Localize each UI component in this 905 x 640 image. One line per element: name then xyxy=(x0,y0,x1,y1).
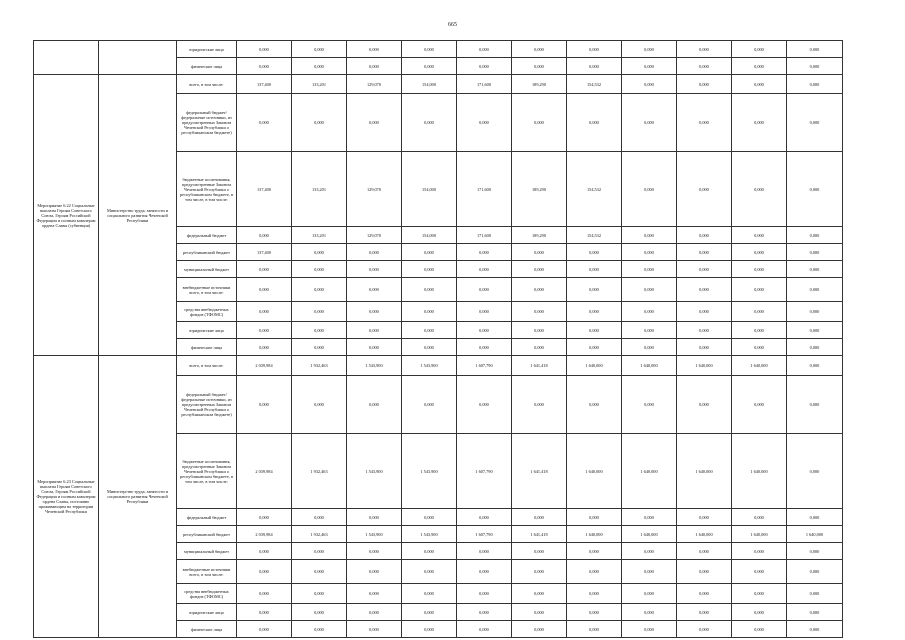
value-cell: 1 640,000 xyxy=(567,526,622,543)
value-cell: 0,000 xyxy=(787,75,843,94)
value-cell: 0,000 xyxy=(732,227,787,244)
value-cell: 0,000 xyxy=(292,584,347,604)
value-cell: 0,000 xyxy=(622,261,677,278)
value-cell: 0,000 xyxy=(677,584,732,604)
value-cell: 1 932,463 xyxy=(292,526,347,543)
value-cell: 0,000 xyxy=(567,584,622,604)
value-cell: 0,000 xyxy=(402,584,457,604)
value-cell: 129,070 xyxy=(347,227,402,244)
value-cell: 0,000 xyxy=(787,152,843,227)
value-cell: 0,000 xyxy=(567,560,622,584)
value-cell: 0,000 xyxy=(292,302,347,322)
value-cell: 1 640,000 xyxy=(622,356,677,376)
value-cell: 0,000 xyxy=(567,302,622,322)
value-cell: 154,532 xyxy=(567,227,622,244)
value-cell: 154,000 xyxy=(402,75,457,94)
value-cell: 1 640,000 xyxy=(787,526,843,543)
value-cell: 0,000 xyxy=(512,302,567,322)
value-cell: 0,000 xyxy=(732,278,787,302)
value-cell: 0,000 xyxy=(347,58,402,75)
value-cell: 2 039,984 xyxy=(237,356,292,376)
value-cell: 0,000 xyxy=(402,560,457,584)
value-cell: 0,000 xyxy=(622,604,677,621)
funding-source-cell: юридические лица xyxy=(177,604,237,621)
value-cell: 0,000 xyxy=(292,339,347,356)
value-cell: 0,000 xyxy=(237,41,292,58)
value-cell: 0,000 xyxy=(237,621,292,638)
value-cell: 133,201 xyxy=(292,227,347,244)
value-cell: 0,000 xyxy=(237,339,292,356)
funding-source-cell: юридические лица xyxy=(177,41,237,58)
value-cell: 0,000 xyxy=(567,58,622,75)
value-cell: 171,600 xyxy=(457,75,512,94)
value-cell: 0,000 xyxy=(457,376,512,434)
value-cell: 0,000 xyxy=(732,543,787,560)
value-cell: 0,000 xyxy=(237,278,292,302)
value-cell: 0,000 xyxy=(292,621,347,638)
value-cell: 1 543,900 xyxy=(402,434,457,509)
value-cell: 0,000 xyxy=(622,543,677,560)
value-cell: 0,000 xyxy=(292,543,347,560)
executor-cell: Министерство труда, занятости и социального развития Чеченской Республики xyxy=(99,75,177,356)
value-cell: 0,000 xyxy=(622,339,677,356)
value-cell: 0,000 xyxy=(402,339,457,356)
value-cell: 0,000 xyxy=(347,604,402,621)
funding-source-cell: федеральный бюджет/федеральные источники, из предусмотренных Законом Чеченской Республики о республиканском бюджете) xyxy=(177,94,237,152)
value-cell: 0,000 xyxy=(512,261,567,278)
value-cell: 0,000 xyxy=(347,41,402,58)
value-cell: 0,000 xyxy=(292,261,347,278)
value-cell: 0,000 xyxy=(512,278,567,302)
value-cell: 0,000 xyxy=(512,339,567,356)
value-cell: 0,000 xyxy=(347,278,402,302)
value-cell: 0,000 xyxy=(787,356,843,376)
value-cell: 0,000 xyxy=(512,560,567,584)
value-cell: 1 640,000 xyxy=(622,526,677,543)
value-cell: 1 640,000 xyxy=(732,356,787,376)
value-cell: 0,000 xyxy=(292,560,347,584)
event-name-cell: Мероприятие 6.23 Социальные выплаты Героям Советского Союза, Героям Российской Федерации и полным кавалерам ордена Славы, постоянно проживающим на территории Чеченской Республики xyxy=(34,356,99,638)
funding-source-cell: республиканский бюджет xyxy=(177,244,237,261)
value-cell: 0,000 xyxy=(622,278,677,302)
value-cell: 0,000 xyxy=(567,94,622,152)
value-cell: 0,000 xyxy=(402,244,457,261)
value-cell: 0,000 xyxy=(402,322,457,339)
value-cell: 0,000 xyxy=(237,261,292,278)
funding-source-cell: физические лица xyxy=(177,339,237,356)
value-cell: 0,000 xyxy=(457,58,512,75)
value-cell: 0,000 xyxy=(237,509,292,526)
value-cell: 0,000 xyxy=(622,152,677,227)
value-cell: 129,070 xyxy=(347,75,402,94)
value-cell: 0,000 xyxy=(512,376,567,434)
value-cell: 0,000 xyxy=(237,302,292,322)
value-cell: 1 543,900 xyxy=(347,356,402,376)
funding-source-cell: физические лица xyxy=(177,621,237,638)
value-cell: 0,000 xyxy=(787,584,843,604)
value-cell: 0,000 xyxy=(677,227,732,244)
value-cell: 0,000 xyxy=(457,278,512,302)
value-cell: 0,000 xyxy=(292,376,347,434)
value-cell: 0,000 xyxy=(787,261,843,278)
value-cell: 0,000 xyxy=(237,227,292,244)
table-row xyxy=(34,41,843,58)
value-cell: 0,000 xyxy=(567,543,622,560)
value-cell: 0,000 xyxy=(292,604,347,621)
value-cell: 0,000 xyxy=(512,41,567,58)
value-cell: 1 640,000 xyxy=(732,434,787,509)
value-cell: 0,000 xyxy=(677,94,732,152)
value-cell: 1 640,000 xyxy=(567,356,622,376)
value-cell: 0,000 xyxy=(457,560,512,584)
value-cell: 0,000 xyxy=(732,41,787,58)
value-cell: 0,000 xyxy=(732,376,787,434)
value-cell: 0,000 xyxy=(347,376,402,434)
value-cell: 1 640,000 xyxy=(622,434,677,509)
value-cell: 0,000 xyxy=(237,58,292,75)
value-cell: 0,000 xyxy=(732,261,787,278)
value-cell: 0,000 xyxy=(787,434,843,509)
value-cell: 2 039,984 xyxy=(237,526,292,543)
value-cell: 0,000 xyxy=(732,584,787,604)
value-cell: 0,000 xyxy=(567,322,622,339)
value-cell: 0,000 xyxy=(732,152,787,227)
value-cell: 0,000 xyxy=(622,376,677,434)
value-cell: 1 640,000 xyxy=(567,434,622,509)
value-cell: 0,000 xyxy=(787,58,843,75)
value-cell: 0,000 xyxy=(677,560,732,584)
value-cell: 0,000 xyxy=(402,261,457,278)
value-cell: 0,000 xyxy=(787,604,843,621)
funding-source-cell: всего, в том числе: xyxy=(177,356,237,376)
value-cell: 154,000 xyxy=(402,152,457,227)
value-cell: 0,000 xyxy=(732,58,787,75)
value-cell: 0,000 xyxy=(512,58,567,75)
value-cell: 0,000 xyxy=(292,244,347,261)
value-cell: 0,000 xyxy=(347,339,402,356)
value-cell: 0,000 xyxy=(457,584,512,604)
value-cell: 0,000 xyxy=(457,244,512,261)
page-number: 665 xyxy=(448,22,457,28)
value-cell: 1 640,000 xyxy=(677,356,732,376)
value-cell: 0,000 xyxy=(457,41,512,58)
value-cell: 189,290 xyxy=(512,227,567,244)
value-cell: 0,000 xyxy=(402,604,457,621)
event-name-cell: Мероприятие 6.22 Социальные выплаты Героям Советского Союза, Героям Российской Федерации и полным кавалерам ордена Славы (субвенция) xyxy=(34,75,99,356)
executor-cell: Министерство труда, занятости и социального развития Чеченской Республики xyxy=(99,356,177,638)
value-cell: 1 607,790 xyxy=(457,526,512,543)
value-cell: 1 543,900 xyxy=(347,434,402,509)
table-body xyxy=(34,41,843,638)
value-cell: 0,000 xyxy=(402,278,457,302)
funding-source-cell: федеральный бюджет/федеральные источники, из предусмотренных Законом Чеченской Республики о республиканском бюджете) xyxy=(177,376,237,434)
value-cell: 1 641,418 xyxy=(512,434,567,509)
value-cell: 0,000 xyxy=(787,227,843,244)
value-cell: 0,000 xyxy=(402,94,457,152)
value-cell: 1 607,790 xyxy=(457,434,512,509)
value-cell: 0,000 xyxy=(787,621,843,638)
value-cell: 137,400 xyxy=(237,152,292,227)
value-cell: 1 543,900 xyxy=(347,526,402,543)
value-cell: 0,000 xyxy=(677,41,732,58)
value-cell: 0,000 xyxy=(787,244,843,261)
value-cell: 0,000 xyxy=(237,94,292,152)
funding-source-cell: физические лица xyxy=(177,58,237,75)
value-cell: 0,000 xyxy=(622,227,677,244)
table-row xyxy=(34,75,843,94)
value-cell: 1 641,418 xyxy=(512,356,567,376)
value-cell: 0,000 xyxy=(677,339,732,356)
value-cell: 1 543,900 xyxy=(402,526,457,543)
funding-source-cell: бюджетные ассигнования, предусмотренные Законом Чеченской Республики о республиканском бюджете, в том числе, в том числе: xyxy=(177,434,237,509)
value-cell: 0,000 xyxy=(677,322,732,339)
value-cell: 1 640,000 xyxy=(732,526,787,543)
value-cell: 0,000 xyxy=(347,560,402,584)
value-cell: 0,000 xyxy=(402,41,457,58)
value-cell: 0,000 xyxy=(677,302,732,322)
value-cell: 0,000 xyxy=(677,376,732,434)
value-cell: 0,000 xyxy=(622,322,677,339)
value-cell: 0,000 xyxy=(402,58,457,75)
value-cell: 0,000 xyxy=(292,94,347,152)
value-cell: 0,000 xyxy=(677,621,732,638)
value-cell: 0,000 xyxy=(732,322,787,339)
value-cell: 0,000 xyxy=(237,604,292,621)
funding-source-cell: республиканский бюджет xyxy=(177,526,237,543)
value-cell: 0,000 xyxy=(677,75,732,94)
value-cell: 0,000 xyxy=(347,261,402,278)
value-cell: 0,000 xyxy=(292,322,347,339)
value-cell: 0,000 xyxy=(787,339,843,356)
table-row xyxy=(34,356,843,376)
value-cell: 0,000 xyxy=(677,509,732,526)
value-cell: 0,000 xyxy=(402,302,457,322)
value-cell: 0,000 xyxy=(787,509,843,526)
funding-source-cell: внебюджетные источники всего, в том числе: xyxy=(177,560,237,584)
executor-cell-continued xyxy=(99,41,177,75)
value-cell: 0,000 xyxy=(677,278,732,302)
funding-source-cell: бюджетные ассигнования, предусмотренные Законом Чеченской Республики о республиканском бюджете, в том числе, в том числе: xyxy=(177,152,237,227)
value-cell: 0,000 xyxy=(787,278,843,302)
value-cell: 0,000 xyxy=(567,376,622,434)
funding-source-cell: муниципальный бюджет xyxy=(177,261,237,278)
value-cell: 0,000 xyxy=(457,94,512,152)
value-cell: 0,000 xyxy=(622,560,677,584)
value-cell: 2 039,984 xyxy=(237,434,292,509)
funding-source-cell: муниципальный бюджет xyxy=(177,543,237,560)
value-cell: 0,000 xyxy=(457,322,512,339)
value-cell: 1 640,000 xyxy=(677,434,732,509)
value-cell: 1 543,900 xyxy=(402,356,457,376)
value-cell: 0,000 xyxy=(677,58,732,75)
value-cell: 0,000 xyxy=(237,543,292,560)
value-cell: 0,000 xyxy=(292,278,347,302)
value-cell: 0,000 xyxy=(732,302,787,322)
value-cell: 137,400 xyxy=(237,244,292,261)
value-cell: 0,000 xyxy=(622,244,677,261)
value-cell: 171,600 xyxy=(457,227,512,244)
value-cell: 0,000 xyxy=(732,509,787,526)
value-cell: 0,000 xyxy=(237,560,292,584)
value-cell: 0,000 xyxy=(622,621,677,638)
value-cell: 0,000 xyxy=(677,261,732,278)
value-cell: 0,000 xyxy=(237,376,292,434)
value-cell: 0,000 xyxy=(237,322,292,339)
value-cell: 0,000 xyxy=(567,261,622,278)
value-cell: 0,000 xyxy=(512,322,567,339)
value-cell: 0,000 xyxy=(402,543,457,560)
value-cell: 189,290 xyxy=(512,75,567,94)
value-cell: 0,000 xyxy=(402,376,457,434)
value-cell: 154,532 xyxy=(567,75,622,94)
value-cell: 0,000 xyxy=(732,94,787,152)
value-cell: 0,000 xyxy=(732,604,787,621)
funding-source-cell: федеральный бюджет xyxy=(177,227,237,244)
value-cell: 1 932,463 xyxy=(292,434,347,509)
value-cell: 0,000 xyxy=(732,621,787,638)
value-cell: 0,000 xyxy=(347,621,402,638)
funding-source-cell: внебюджетные источники всего, в том числе: xyxy=(177,278,237,302)
value-cell: 154,532 xyxy=(567,152,622,227)
funding-source-cell: юридические лица xyxy=(177,322,237,339)
value-cell: 0,000 xyxy=(402,621,457,638)
value-cell: 0,000 xyxy=(732,339,787,356)
value-cell: 0,000 xyxy=(567,509,622,526)
value-cell: 0,000 xyxy=(512,94,567,152)
value-cell: 0,000 xyxy=(347,509,402,526)
value-cell: 0,000 xyxy=(402,509,457,526)
value-cell: 1 607,790 xyxy=(457,356,512,376)
value-cell: 0,000 xyxy=(292,41,347,58)
value-cell: 0,000 xyxy=(567,41,622,58)
value-cell: 1 640,000 xyxy=(677,526,732,543)
value-cell: 0,000 xyxy=(732,560,787,584)
value-cell: 0,000 xyxy=(677,604,732,621)
value-cell: 0,000 xyxy=(677,244,732,261)
value-cell: 0,000 xyxy=(787,322,843,339)
funding-source-cell: средства внебюджетных фондов (ТФОМС) xyxy=(177,302,237,322)
value-cell: 0,000 xyxy=(347,302,402,322)
value-cell: 0,000 xyxy=(732,75,787,94)
value-cell: 0,000 xyxy=(457,509,512,526)
value-cell: 0,000 xyxy=(677,152,732,227)
value-cell: 0,000 xyxy=(677,543,732,560)
value-cell: 0,000 xyxy=(567,621,622,638)
value-cell: 154,000 xyxy=(402,227,457,244)
value-cell: 0,000 xyxy=(457,339,512,356)
value-cell: 0,000 xyxy=(622,584,677,604)
value-cell: 0,000 xyxy=(237,584,292,604)
event-cell-continued xyxy=(34,41,99,75)
value-cell: 0,000 xyxy=(787,560,843,584)
value-cell: 0,000 xyxy=(347,584,402,604)
value-cell: 0,000 xyxy=(457,302,512,322)
value-cell: 0,000 xyxy=(347,322,402,339)
value-cell: 0,000 xyxy=(622,302,677,322)
funding-source-cell: средства внебюджетных фондов (ТФОМС) xyxy=(177,584,237,604)
value-cell: 133,201 xyxy=(292,75,347,94)
value-cell: 0,000 xyxy=(292,58,347,75)
value-cell: 0,000 xyxy=(787,94,843,152)
value-cell: 0,000 xyxy=(347,244,402,261)
value-cell: 0,000 xyxy=(292,509,347,526)
value-cell: 0,000 xyxy=(622,94,677,152)
value-cell: 0,000 xyxy=(732,244,787,261)
value-cell: 0,000 xyxy=(622,75,677,94)
value-cell: 0,000 xyxy=(567,244,622,261)
value-cell: 0,000 xyxy=(622,58,677,75)
value-cell: 0,000 xyxy=(567,339,622,356)
value-cell: 0,000 xyxy=(457,604,512,621)
funding-source-cell: федеральный бюджет xyxy=(177,509,237,526)
value-cell: 0,000 xyxy=(567,278,622,302)
value-cell: 0,000 xyxy=(567,604,622,621)
funding-source-cell: всего, в том числе: xyxy=(177,75,237,94)
value-cell: 189,290 xyxy=(512,152,567,227)
budget-table xyxy=(33,40,843,638)
value-cell: 0,000 xyxy=(512,621,567,638)
value-cell: 0,000 xyxy=(512,604,567,621)
value-cell: 171,600 xyxy=(457,152,512,227)
value-cell: 0,000 xyxy=(787,41,843,58)
value-cell: 1 932,463 xyxy=(292,356,347,376)
value-cell: 133,201 xyxy=(292,152,347,227)
value-cell: 0,000 xyxy=(512,584,567,604)
value-cell: 0,000 xyxy=(457,621,512,638)
value-cell: 137,400 xyxy=(237,75,292,94)
value-cell: 0,000 xyxy=(347,543,402,560)
value-cell: 0,000 xyxy=(457,543,512,560)
value-cell: 0,000 xyxy=(512,244,567,261)
value-cell: 1 641,418 xyxy=(512,526,567,543)
value-cell: 0,000 xyxy=(787,543,843,560)
value-cell: 0,000 xyxy=(622,509,677,526)
value-cell: 0,000 xyxy=(787,376,843,434)
value-cell: 129,070 xyxy=(347,152,402,227)
value-cell: 0,000 xyxy=(787,302,843,322)
value-cell: 0,000 xyxy=(347,94,402,152)
value-cell: 0,000 xyxy=(512,509,567,526)
value-cell: 0,000 xyxy=(512,543,567,560)
value-cell: 0,000 xyxy=(457,261,512,278)
value-cell: 0,000 xyxy=(622,41,677,58)
